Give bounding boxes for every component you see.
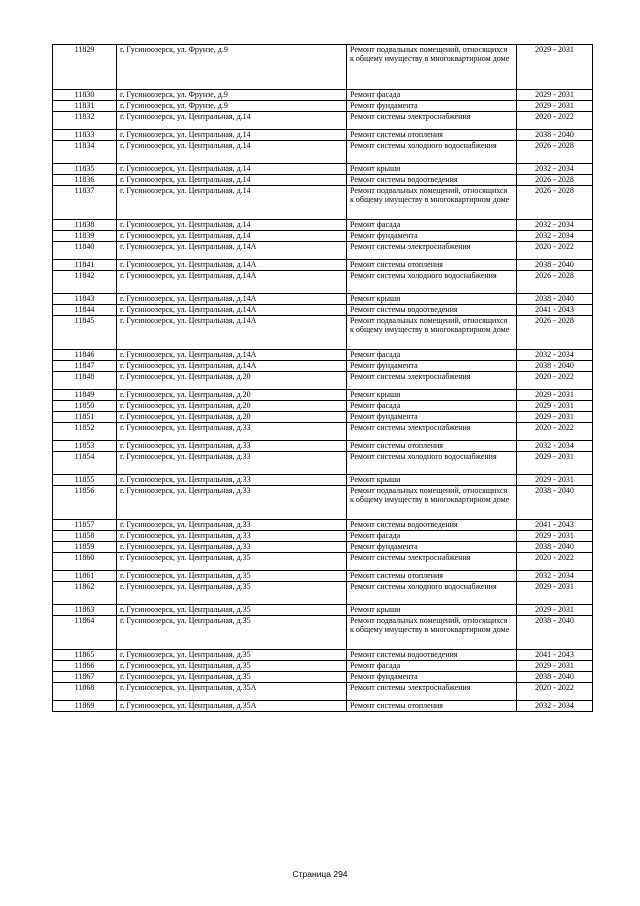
table-row (53, 553, 593, 571)
row-number-cell: 11869 (53, 701, 117, 712)
table-row (53, 294, 593, 305)
address-cell: г. Гусиноозерск, ул. Центральная, д.33 (117, 520, 347, 531)
table-row (53, 164, 593, 175)
period-cell: 2029 - 2031 (517, 101, 593, 112)
page-number: Страница 294 (292, 869, 348, 879)
work-type-cell: Ремонт системы водоотведения (347, 650, 517, 661)
table-row (53, 412, 593, 423)
period-cell: 2032 - 2034 (517, 220, 593, 231)
address-cell: г. Гусиноозерск, ул. Центральная, д.35А (117, 701, 347, 712)
work-type-cell: Ремонт системы водоотведения (347, 175, 517, 186)
work-type-cell: Ремонт фундамента (347, 361, 517, 372)
period-cell: 2032 - 2034 (517, 571, 593, 582)
row-number-cell: 11856 (53, 486, 117, 520)
period-cell: 2029 - 2031 (517, 401, 593, 412)
work-type-cell: Ремонт фасада (347, 531, 517, 542)
period-cell: 2020 - 2022 (517, 683, 593, 701)
work-type-cell: Ремонт подвальных помещений, относящихся к общему имуществу в многоквартирном доме (347, 316, 517, 350)
table-row (53, 486, 593, 520)
repair-schedule-table (52, 44, 593, 712)
address-cell: г. Гусиноозерск, ул. Центральная, д.35 (117, 650, 347, 661)
row-number-cell: 11835 (53, 164, 117, 175)
row-number-cell: 11858 (53, 531, 117, 542)
work-type-cell: Ремонт системы отопления (347, 130, 517, 141)
work-type-cell: Ремонт системы холодного водоснабжения (347, 271, 517, 294)
row-number-cell: 11830 (53, 90, 117, 101)
period-cell: 2029 - 2031 (517, 605, 593, 616)
row-number-cell: 11852 (53, 423, 117, 441)
row-number-cell: 11834 (53, 141, 117, 164)
address-cell: г. Гусиноозерск, ул. Центральная, д.14А (117, 361, 347, 372)
period-cell: 2020 - 2022 (517, 112, 593, 130)
address-cell: г. Гусиноозерск, ул. Центральная, д.14А (117, 316, 347, 350)
table-row (53, 683, 593, 701)
table-row (53, 316, 593, 350)
row-number-cell: 11867 (53, 672, 117, 683)
address-cell: г. Гусиноозерск, ул. Фрунзе, д.9 (117, 90, 347, 101)
period-cell: 2026 - 2028 (517, 316, 593, 350)
work-type-cell: Ремонт фасада (347, 661, 517, 672)
row-number-cell: 11865 (53, 650, 117, 661)
work-type-cell: Ремонт подвальных помещений, относящихся к общему имуществу в многоквартирном доме (347, 186, 517, 220)
work-type-cell: Ремонт фасада (347, 220, 517, 231)
work-type-cell: Ремонт подвальных помещений, относящихся к общему имуществу в многоквартирном доме (347, 45, 517, 90)
row-number-cell: 11846 (53, 350, 117, 361)
period-cell: 2032 - 2034 (517, 441, 593, 452)
address-cell: г. Гусиноозерск, ул. Центральная, д.14 (117, 186, 347, 220)
row-number-cell: 11853 (53, 441, 117, 452)
table-row (53, 130, 593, 141)
period-cell: 2020 - 2022 (517, 372, 593, 390)
table-row (53, 531, 593, 542)
address-cell: г. Гусиноозерск, ул. Центральная, д.14 (117, 112, 347, 130)
period-cell: 2029 - 2031 (517, 390, 593, 401)
table-row (53, 605, 593, 616)
table-row (53, 475, 593, 486)
work-type-cell: Ремонт системы отопления (347, 571, 517, 582)
row-number-cell: 11855 (53, 475, 117, 486)
table-body (53, 45, 593, 712)
table-row (53, 45, 593, 90)
address-cell: г. Гусиноозерск, ул. Центральная, д.35 (117, 571, 347, 582)
row-number-cell: 11866 (53, 661, 117, 672)
work-type-cell: Ремонт системы отопления (347, 260, 517, 271)
work-type-cell: Ремонт подвальных помещений, относящихся к общему имуществу в многоквартирном доме (347, 616, 517, 650)
table-row (53, 271, 593, 294)
table-row (53, 661, 593, 672)
table-row (53, 401, 593, 412)
address-cell: г. Гусиноозерск, ул. Центральная, д.14А (117, 242, 347, 260)
period-cell: 2038 - 2040 (517, 616, 593, 650)
table-row (53, 372, 593, 390)
work-type-cell: Ремонт подвальных помещений, относящихся к общему имуществу в многоквартирном доме (347, 486, 517, 520)
table-row (53, 701, 593, 712)
row-number-cell: 11839 (53, 231, 117, 242)
table-row (53, 220, 593, 231)
work-type-cell: Ремонт системы отопления (347, 441, 517, 452)
row-number-cell: 11842 (53, 271, 117, 294)
period-cell: 2032 - 2034 (517, 164, 593, 175)
table-row (53, 260, 593, 271)
period-cell: 2038 - 2040 (517, 130, 593, 141)
period-cell: 2038 - 2040 (517, 294, 593, 305)
period-cell: 2029 - 2031 (517, 531, 593, 542)
table-row (53, 520, 593, 531)
row-number-cell: 11831 (53, 101, 117, 112)
row-number-cell: 11859 (53, 542, 117, 553)
period-cell: 2029 - 2031 (517, 582, 593, 605)
work-type-cell: Ремонт системы электроснабжения (347, 372, 517, 390)
address-cell: г. Гусиноозерск, ул. Центральная, д.35 (117, 582, 347, 605)
row-number-cell: 11857 (53, 520, 117, 531)
row-number-cell: 11838 (53, 220, 117, 231)
address-cell: г. Гусиноозерск, ул. Центральная, д.20 (117, 390, 347, 401)
row-number-cell: 11848 (53, 372, 117, 390)
work-type-cell: Ремонт системы электроснабжения (347, 683, 517, 701)
work-type-cell: Ремонт крыши (347, 475, 517, 486)
table-row (53, 141, 593, 164)
table-row (53, 390, 593, 401)
address-cell: г. Гусиноозерск, ул. Центральная, д.35 (117, 605, 347, 616)
work-type-cell: Ремонт фундамента (347, 231, 517, 242)
period-cell: 2038 - 2040 (517, 361, 593, 372)
work-type-cell: Ремонт фундамента (347, 101, 517, 112)
address-cell: г. Гусиноозерск, ул. Центральная, д.35 (117, 672, 347, 683)
address-cell: г. Гусиноозерск, ул. Центральная, д.14А (117, 260, 347, 271)
address-cell: г. Гусиноозерск, ул. Центральная, д.14А (117, 294, 347, 305)
table-row (53, 242, 593, 260)
work-type-cell: Ремонт системы электроснабжения (347, 423, 517, 441)
row-number-cell: 11854 (53, 452, 117, 475)
period-cell: 2032 - 2034 (517, 231, 593, 242)
address-cell: г. Гусиноозерск, ул. Центральная, д.14А (117, 350, 347, 361)
row-number-cell: 11850 (53, 401, 117, 412)
address-cell: г. Гусиноозерск, ул. Центральная, д.20 (117, 412, 347, 423)
table-row (53, 542, 593, 553)
work-type-cell: Ремонт крыши (347, 294, 517, 305)
period-cell: 2038 - 2040 (517, 486, 593, 520)
row-number-cell: 11861 (53, 571, 117, 582)
address-cell: г. Гусиноозерск, ул. Центральная, д.14 (117, 220, 347, 231)
period-cell: 2026 - 2028 (517, 175, 593, 186)
address-cell: г. Гусиноозерск, ул. Центральная, д.35 (117, 661, 347, 672)
row-number-cell: 11862 (53, 582, 117, 605)
period-cell: 2038 - 2040 (517, 542, 593, 553)
table-row (53, 423, 593, 441)
work-type-cell: Ремонт фасада (347, 350, 517, 361)
work-type-cell: Ремонт фундамента (347, 542, 517, 553)
address-cell: г. Гусиноозерск, ул. Центральная, д.14 (117, 164, 347, 175)
row-number-cell: 11860 (53, 553, 117, 571)
row-number-cell: 11829 (53, 45, 117, 90)
table-row (53, 616, 593, 650)
period-cell: 2032 - 2034 (517, 350, 593, 361)
address-cell: г. Гусиноозерск, ул. Центральная, д.33 (117, 531, 347, 542)
period-cell: 2026 - 2028 (517, 141, 593, 164)
address-cell: г. Гусиноозерск, ул. Центральная, д.35А (117, 683, 347, 701)
work-type-cell: Ремонт фасада (347, 401, 517, 412)
period-cell: 2029 - 2031 (517, 45, 593, 90)
period-cell: 2029 - 2031 (517, 412, 593, 423)
work-type-cell: Ремонт системы водоотведения (347, 305, 517, 316)
period-cell: 2041 - 2043 (517, 520, 593, 531)
period-cell: 2032 - 2034 (517, 701, 593, 712)
work-type-cell: Ремонт фундамента (347, 672, 517, 683)
period-cell: 2020 - 2022 (517, 553, 593, 571)
period-cell: 2029 - 2031 (517, 90, 593, 101)
work-type-cell: Ремонт системы электроснабжения (347, 112, 517, 130)
table-row (53, 452, 593, 475)
address-cell: г. Гусиноозерск, ул. Центральная, д.33 (117, 486, 347, 520)
table-row (53, 305, 593, 316)
row-number-cell: 11837 (53, 186, 117, 220)
address-cell: г. Гусиноозерск, ул. Центральная, д.33 (117, 452, 347, 475)
work-type-cell: Ремонт системы отопления (347, 701, 517, 712)
table-row (53, 112, 593, 130)
address-cell: г. Гусиноозерск, ул. Центральная, д.14А (117, 305, 347, 316)
row-number-cell: 11863 (53, 605, 117, 616)
work-type-cell: Ремонт фасада (347, 90, 517, 101)
row-number-cell: 11864 (53, 616, 117, 650)
table-row (53, 186, 593, 220)
period-cell: 2041 - 2043 (517, 650, 593, 661)
row-number-cell: 11836 (53, 175, 117, 186)
period-cell: 2029 - 2031 (517, 452, 593, 475)
row-number-cell: 11843 (53, 294, 117, 305)
period-cell: 2026 - 2028 (517, 271, 593, 294)
period-cell: 2020 - 2022 (517, 423, 593, 441)
work-type-cell: Ремонт системы холодного водоснабжения (347, 141, 517, 164)
address-cell: г. Гусиноозерск, ул. Центральная, д.14 (117, 141, 347, 164)
row-number-cell: 11844 (53, 305, 117, 316)
table-row (53, 571, 593, 582)
work-type-cell: Ремонт фундамента (347, 412, 517, 423)
work-type-cell: Ремонт крыши (347, 390, 517, 401)
row-number-cell: 11868 (53, 683, 117, 701)
table-row (53, 361, 593, 372)
work-type-cell: Ремонт системы холодного водоснабжения (347, 452, 517, 475)
period-cell: 2029 - 2031 (517, 661, 593, 672)
address-cell: г. Гусиноозерск, ул. Центральная, д.33 (117, 441, 347, 452)
work-type-cell: Ремонт системы электроснабжения (347, 553, 517, 571)
row-number-cell: 11847 (53, 361, 117, 372)
row-number-cell: 11832 (53, 112, 117, 130)
table-row (53, 350, 593, 361)
work-type-cell: Ремонт системы холодного водоснабжения (347, 582, 517, 605)
work-type-cell: Ремонт системы электроснабжения (347, 242, 517, 260)
work-type-cell: Ремонт крыши (347, 164, 517, 175)
period-cell: 2038 - 2040 (517, 672, 593, 683)
period-cell: 2026 - 2028 (517, 186, 593, 220)
row-number-cell: 11849 (53, 390, 117, 401)
table-row (53, 175, 593, 186)
table-row (53, 650, 593, 661)
address-cell: г. Гусиноозерск, ул. Центральная, д.14А (117, 271, 347, 294)
table-row (53, 101, 593, 112)
row-number-cell: 11833 (53, 130, 117, 141)
address-cell: г. Гусиноозерск, ул. Фрунзе, д.9 (117, 101, 347, 112)
table-row (53, 90, 593, 101)
address-cell: г. Гусиноозерск, ул. Центральная, д.20 (117, 401, 347, 412)
address-cell: г. Гусиноозерск, ул. Центральная, д.14 (117, 130, 347, 141)
table-row (53, 441, 593, 452)
address-cell: г. Гусиноозерск, ул. Центральная, д.14 (117, 231, 347, 242)
period-cell: 2038 - 2040 (517, 260, 593, 271)
row-number-cell: 11840 (53, 242, 117, 260)
table-row (53, 672, 593, 683)
address-cell: г. Гусиноозерск, ул. Центральная, д.35 (117, 616, 347, 650)
address-cell: г. Гусиноозерск, ул. Фрунзе, д.9 (117, 45, 347, 90)
work-type-cell: Ремонт системы водоотведения (347, 520, 517, 531)
address-cell: г. Гусиноозерск, ул. Центральная, д.33 (117, 475, 347, 486)
table-row (53, 582, 593, 605)
address-cell: г. Гусиноозерск, ул. Центральная, д.33 (117, 423, 347, 441)
table-row (53, 231, 593, 242)
row-number-cell: 11841 (53, 260, 117, 271)
period-cell: 2041 - 2043 (517, 305, 593, 316)
work-type-cell: Ремонт крыши (347, 605, 517, 616)
row-number-cell: 11845 (53, 316, 117, 350)
period-cell: 2029 - 2031 (517, 475, 593, 486)
address-cell: г. Гусиноозерск, ул. Центральная, д.33 (117, 542, 347, 553)
period-cell: 2020 - 2022 (517, 242, 593, 260)
row-number-cell: 11851 (53, 412, 117, 423)
address-cell: г. Гусиноозерск, ул. Центральная, д.20 (117, 372, 347, 390)
address-cell: г. Гусиноозерск, ул. Центральная, д.35 (117, 553, 347, 571)
address-cell: г. Гусиноозерск, ул. Центральная, д.14 (117, 175, 347, 186)
